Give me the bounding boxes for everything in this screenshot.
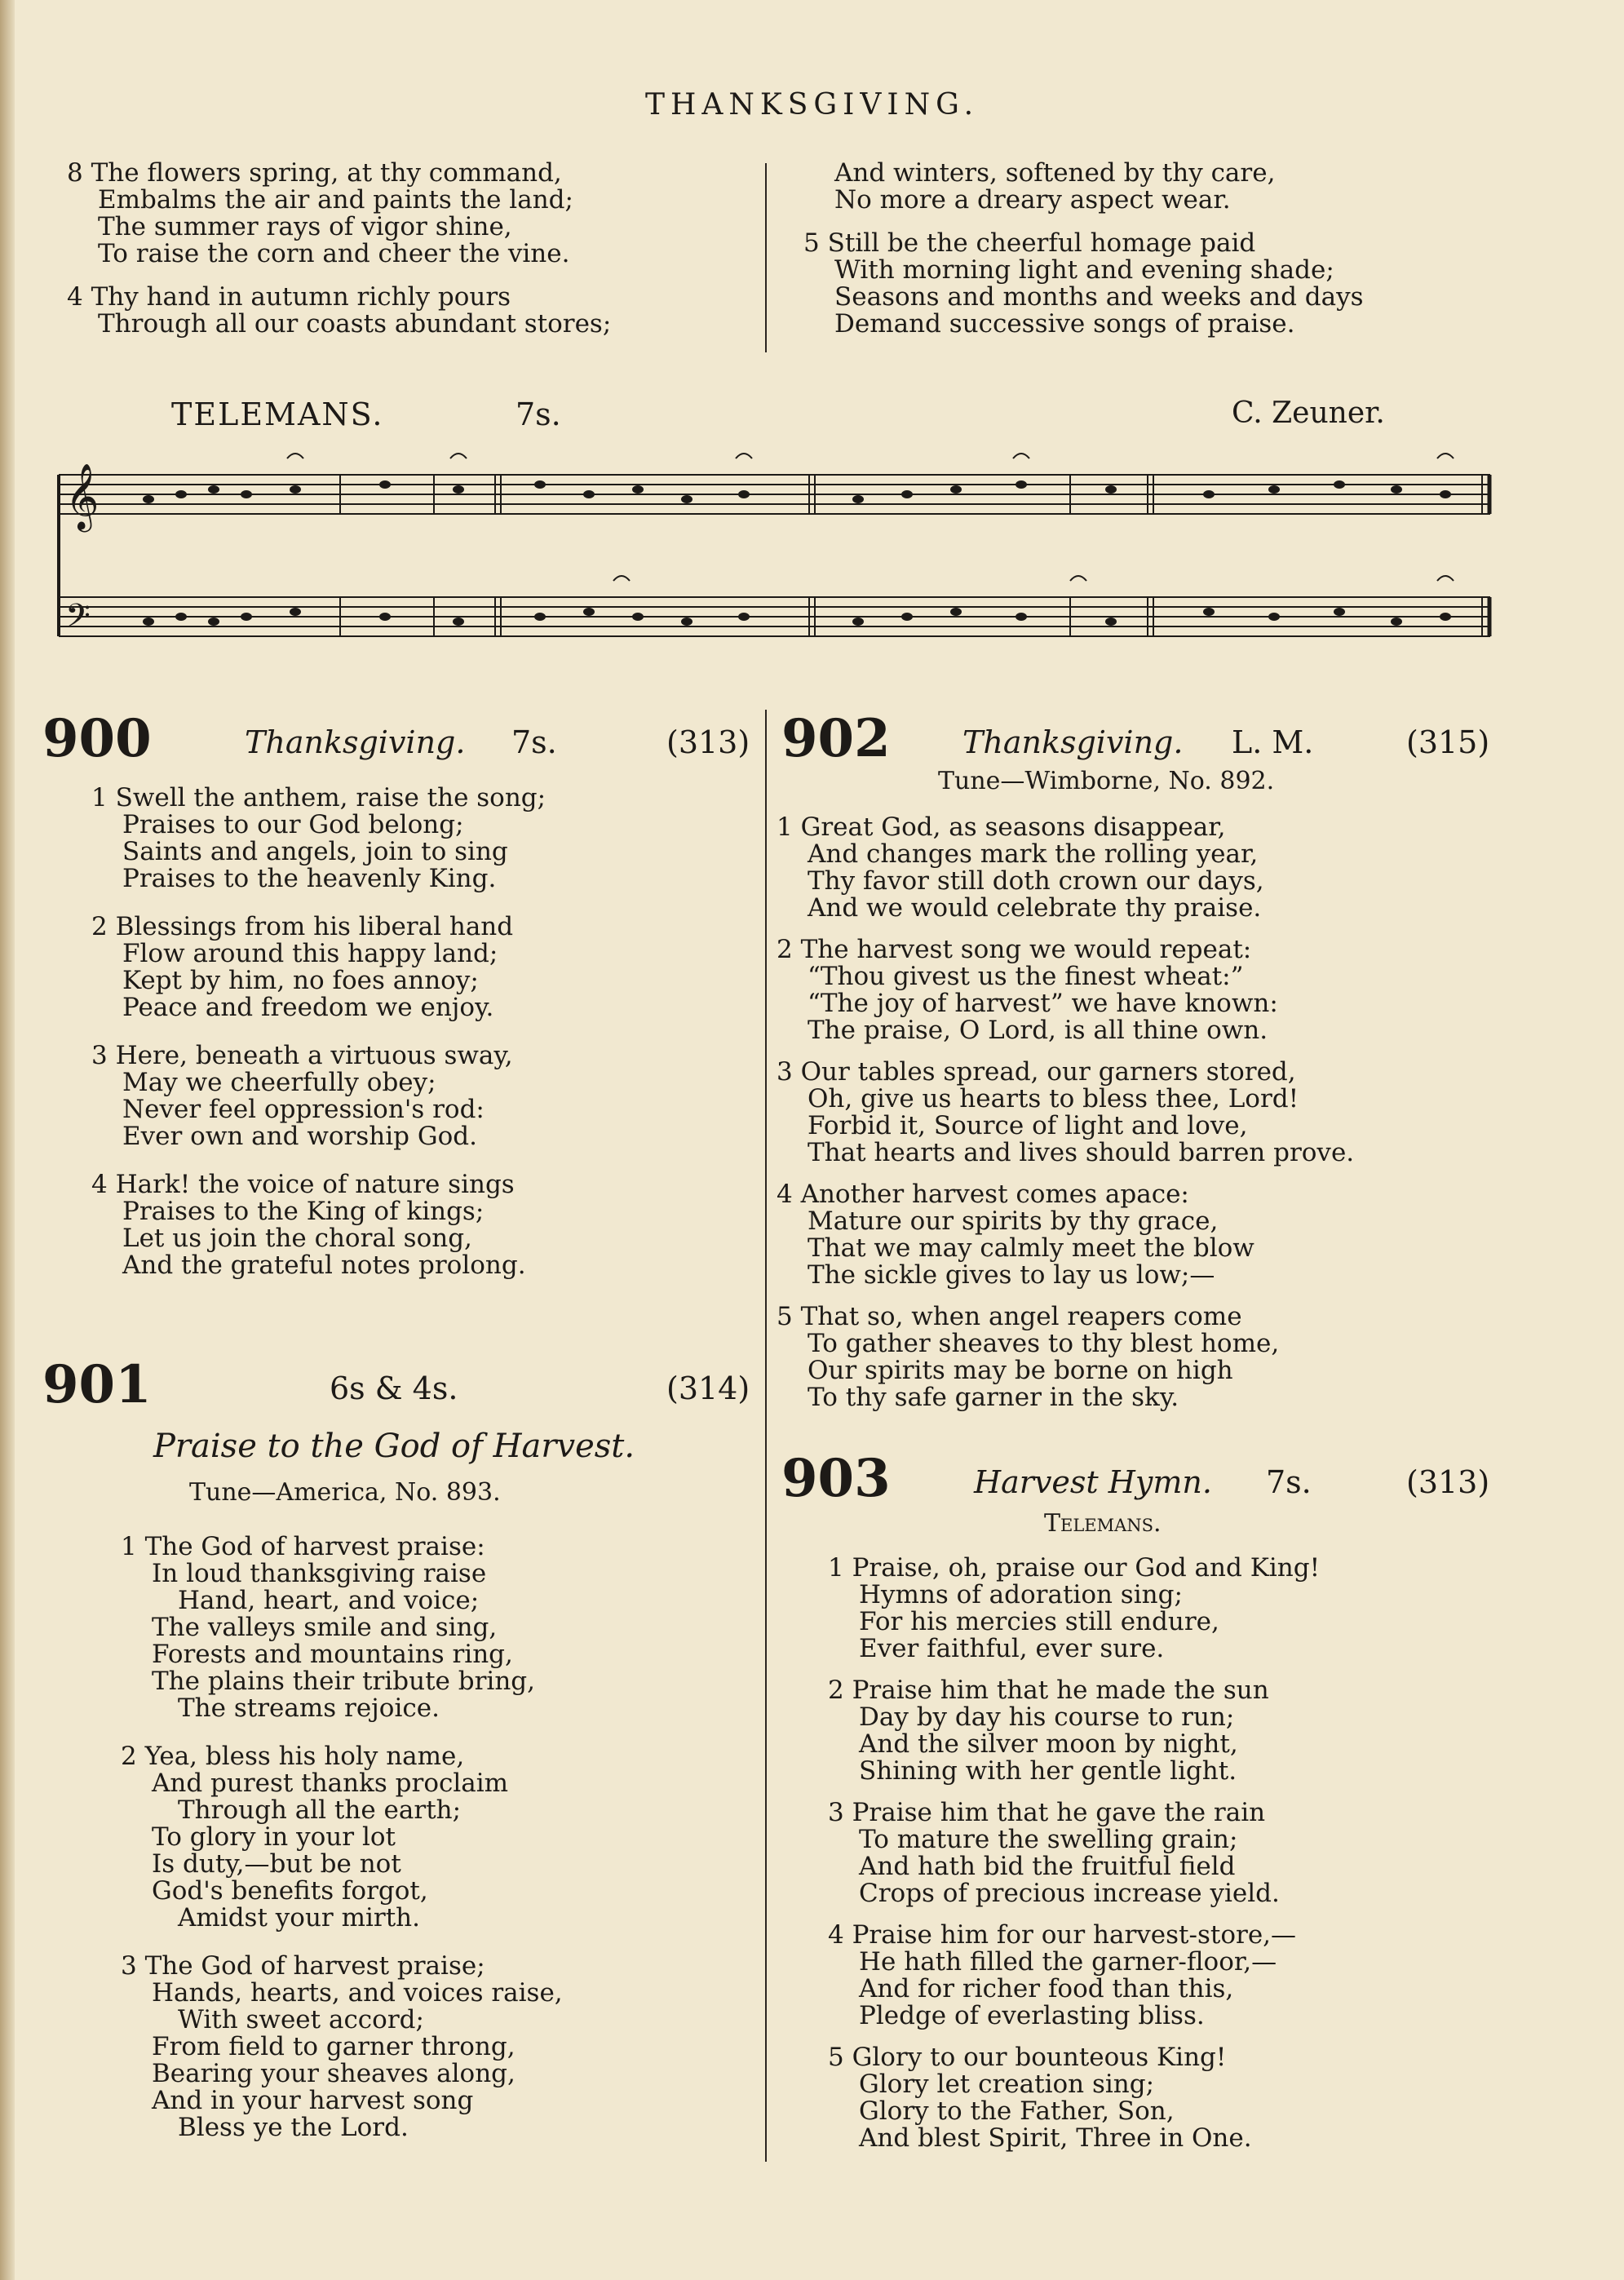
clefs bbox=[65, 463, 99, 643]
verse-line: 5 Still be the cheerful homage paid bbox=[803, 228, 1256, 258]
hymn-902-tune: Tune—Wimborne, No. 892. bbox=[938, 767, 1275, 795]
verse-line: That hearts and lives should barren prove. bbox=[808, 1138, 1355, 1167]
stanza bbox=[91, 785, 760, 892]
hymn-901-title: Praise to the God of Harvest. bbox=[153, 1428, 635, 1465]
verse-line: Ever faithful, ever sure. bbox=[859, 1634, 1165, 1663]
verse-line: And the silver moon by night, bbox=[859, 1729, 1238, 1759]
stanza bbox=[121, 1743, 757, 1932]
verse-line: The praise, O Lord, is all thine own. bbox=[808, 1016, 1268, 1045]
verse-line: And hath bid the fruitful field bbox=[859, 1852, 1236, 1881]
verse-line: To mature the swelling grain; bbox=[859, 1825, 1238, 1854]
stanza bbox=[121, 1953, 757, 2141]
continued-verses-left bbox=[67, 160, 752, 354]
verse-line: The streams rejoice. bbox=[178, 1693, 440, 1723]
svg-text:𝄢: 𝄢 bbox=[65, 597, 91, 643]
stanza bbox=[67, 160, 752, 268]
tune-composer: C. Zeuner. bbox=[1232, 396, 1385, 430]
verse-line: From field to garner throng, bbox=[152, 2032, 516, 2061]
verse-line: With morning light and evening shade; bbox=[834, 255, 1334, 285]
verse-line: And the grateful notes prolong. bbox=[122, 1251, 526, 1280]
hymn-meter: L. M. bbox=[1232, 724, 1314, 760]
verse-line: 5 Glory to our bounteous King! bbox=[828, 2043, 1227, 2072]
verse-line: God's benefits forgot, bbox=[152, 1876, 428, 1906]
verse-line: No more a dreary aspect wear. bbox=[834, 185, 1231, 215]
verse-line: Flow around this happy land; bbox=[122, 939, 498, 968]
hymn-meter: 7s. bbox=[511, 724, 557, 760]
verse-line: To raise the corn and cheer the vine. bbox=[98, 239, 570, 268]
verse-line: Through all the earth; bbox=[178, 1795, 462, 1825]
verse-line: Mature our spirits by thy grace, bbox=[808, 1206, 1219, 1236]
verse-line: The valleys smile and sing, bbox=[152, 1613, 498, 1642]
tune-name: TELEMANS. bbox=[171, 396, 384, 432]
column-divider bbox=[765, 163, 767, 352]
note-heads bbox=[143, 480, 1451, 626]
verse-line: Crops of precious increase yield. bbox=[859, 1879, 1280, 1908]
verse-line: Forests and mountains ring, bbox=[152, 1640, 513, 1669]
verse-line: Hands, hearts, and voices raise, bbox=[152, 1978, 563, 2008]
stanza bbox=[777, 1059, 1494, 1167]
hymn-page-ref: (314) bbox=[666, 1370, 750, 1406]
verse-line: 3 Here, beneath a virtuous sway, bbox=[91, 1041, 513, 1070]
hymn-902-header bbox=[781, 708, 1499, 769]
continued-verses-right bbox=[803, 160, 1538, 354]
verse-line: 1 Great God, as seasons disappear, bbox=[777, 812, 1226, 842]
verse-line: Is duty,—but be not bbox=[152, 1849, 401, 1879]
verse-line: Embalms the air and paints the land; bbox=[98, 185, 573, 215]
stanza bbox=[121, 1534, 757, 1722]
stanza bbox=[828, 2044, 1529, 2152]
hymn-page-ref: (313) bbox=[1406, 1464, 1490, 1500]
hymn-number: 902 bbox=[781, 708, 891, 769]
verse-line: Demand successive songs of praise. bbox=[834, 309, 1295, 339]
tune-meter: 7s. bbox=[516, 396, 561, 432]
verse-line: The sickle gives to lay us low;— bbox=[808, 1260, 1215, 1290]
verse-line: With sweet accord; bbox=[178, 2005, 424, 2034]
verse-line: 1 Praise, oh, praise our God and King! bbox=[828, 1553, 1321, 1583]
verse-line: Ever own and worship God. bbox=[122, 1122, 477, 1151]
verse-line: In loud thanksgiving raise bbox=[152, 1559, 487, 1588]
hymn-title: Thanksgiving. bbox=[245, 724, 466, 760]
verse-line: And for richer food than this, bbox=[859, 1974, 1234, 2003]
verse-line: Forbid it, Source of light and love, bbox=[808, 1111, 1248, 1140]
hymn-number: 900 bbox=[42, 708, 152, 769]
verse-line: 2 Blessings from his liberal hand bbox=[91, 912, 514, 941]
verse-line: 2 Yea, bless his holy name, bbox=[121, 1742, 465, 1771]
hymn-903-verses bbox=[828, 1555, 1529, 2173]
stanza bbox=[828, 1800, 1529, 1907]
hymn-number: 901 bbox=[42, 1354, 152, 1415]
hymn-page-ref: (313) bbox=[666, 724, 750, 760]
hymn-number: 903 bbox=[781, 1448, 891, 1509]
stanza bbox=[828, 1922, 1529, 2030]
verse-line: He hath filled the garner-floor,— bbox=[859, 1947, 1277, 1977]
verse-line: And changes mark the rolling year, bbox=[808, 839, 1259, 869]
verse-line: 4 Another harvest comes apace: bbox=[777, 1180, 1189, 1209]
hymn-903-tune: Telemans. bbox=[1044, 1509, 1162, 1538]
verse-line: Praises to the King of kings; bbox=[122, 1197, 485, 1226]
verse-line: Hymns of adoration sing; bbox=[859, 1580, 1183, 1609]
stanza bbox=[777, 1304, 1494, 1411]
verse-line: Praises to the heavenly King. bbox=[122, 864, 497, 893]
verse-line: The plains their tribute bring, bbox=[152, 1667, 535, 1696]
stanza bbox=[67, 284, 752, 338]
verse-line: Oh, give us hearts to bless thee, Lord! bbox=[808, 1084, 1299, 1113]
stanza bbox=[91, 1171, 760, 1279]
hymn-903-header bbox=[781, 1448, 1499, 1509]
stanza bbox=[828, 1555, 1529, 1662]
hymn-page-ref: (315) bbox=[1406, 724, 1490, 760]
verse-line: And in your harvest song bbox=[152, 2086, 474, 2115]
verse-line: That we may calmly meet the blow bbox=[808, 1233, 1255, 1263]
hymn-901-tune: Tune—America, No. 893. bbox=[189, 1478, 501, 1507]
verse-line: Bless ye the Lord. bbox=[178, 2113, 409, 2142]
verse-line: 4 Thy hand in autumn richly pours bbox=[67, 282, 511, 312]
verse-line: 4 Hark! the voice of nature sings bbox=[91, 1170, 515, 1199]
verse-line: 3 Praise him that he gave the rain bbox=[828, 1798, 1266, 1827]
verse-line: 1 The God of harvest praise: bbox=[121, 1532, 485, 1561]
book-spine-shadow bbox=[0, 0, 15, 2280]
verse-line: Hand, heart, and voice; bbox=[178, 1586, 480, 1615]
verse-line: The summer rays of vigor shine, bbox=[98, 212, 512, 241]
stanza bbox=[777, 936, 1494, 1044]
running-title: THANKSGIVING. bbox=[644, 88, 980, 122]
hymn-901-verses bbox=[121, 1534, 757, 2163]
hymn-meter: 6s & 4s. bbox=[330, 1370, 458, 1406]
verse-line: Pledge of everlasting bliss. bbox=[859, 2001, 1205, 2030]
verse-line: 5 That so, when angel reapers come bbox=[777, 1302, 1242, 1331]
svg-text:𝄞: 𝄞 bbox=[65, 463, 100, 529]
stanza bbox=[828, 1677, 1529, 1785]
verse-line: “The joy of harvest” we have known: bbox=[808, 989, 1278, 1018]
verse-line: Seasons and months and weeks and days bbox=[834, 282, 1364, 312]
verse-line: 8 The flowers spring, at thy command, bbox=[67, 158, 562, 188]
verse-line: Let us join the choral song, bbox=[122, 1224, 472, 1253]
stanza bbox=[91, 914, 760, 1021]
verse-line: “Thou givest us the finest wheat:” bbox=[808, 962, 1244, 991]
verse-line: And blest Spirit, Three in One. bbox=[859, 2123, 1252, 2153]
verse-line: Peace and freedom we enjoy. bbox=[122, 993, 494, 1022]
hymn-meter: 7s. bbox=[1266, 1464, 1312, 1500]
verse-line: Never feel oppression's rod: bbox=[122, 1095, 485, 1124]
hymn-902-verses bbox=[777, 814, 1494, 1432]
stanza bbox=[803, 160, 1538, 214]
fermatas bbox=[287, 454, 1454, 581]
verse-line: Praises to our God belong; bbox=[122, 810, 464, 839]
verse-line: Kept by him, no foes annoy; bbox=[122, 966, 479, 995]
column-divider bbox=[765, 710, 767, 2162]
verse-line: Glory let creation sing; bbox=[859, 2070, 1155, 2099]
verse-line: Our spirits may be borne on high bbox=[808, 1356, 1233, 1385]
verse-line: 4 Praise him for our harvest-store,— bbox=[828, 1920, 1297, 1950]
verse-line: Saints and angels, join to sing bbox=[122, 837, 508, 866]
verse-line: And we would celebrate thy praise. bbox=[808, 893, 1262, 923]
stanza bbox=[777, 814, 1494, 922]
verse-line: 2 The harvest song we would repeat: bbox=[777, 935, 1252, 964]
hymn-title: Thanksgiving. bbox=[962, 724, 1184, 760]
verse-line: To glory in your lot bbox=[152, 1822, 396, 1852]
verse-line: For his mercies still endure, bbox=[859, 1607, 1219, 1636]
music-score bbox=[51, 441, 1502, 689]
barlines bbox=[340, 475, 1489, 636]
verse-line: 3 Our tables spread, our garners stored, bbox=[777, 1057, 1296, 1087]
verse-line: And winters, softened by thy care, bbox=[834, 158, 1276, 188]
verse-line: 3 The God of harvest praise; bbox=[121, 1951, 485, 1981]
verse-line: May we cheerfully obey; bbox=[122, 1068, 436, 1097]
hymn-900-verses bbox=[91, 785, 760, 1300]
verse-line: To gather sheaves to thy blest home, bbox=[808, 1329, 1280, 1358]
hymn-title: Harvest Hymn. bbox=[974, 1464, 1212, 1500]
verse-line: Shining with her gentle light. bbox=[859, 1756, 1237, 1786]
stanza bbox=[777, 1181, 1494, 1289]
verse-line: 2 Praise him that he made the sun bbox=[828, 1676, 1269, 1705]
stanza bbox=[803, 230, 1538, 338]
hymn-901-header bbox=[42, 1354, 752, 1415]
verse-line: And purest thanks proclaim bbox=[152, 1769, 509, 1798]
verse-line: Thy favor still doth crown our days, bbox=[808, 866, 1264, 896]
stanza bbox=[91, 1043, 760, 1150]
treble-staff bbox=[59, 475, 1490, 514]
verse-line: Glory to the Father, Son, bbox=[859, 2096, 1175, 2126]
verse-line: Day by day his course to run; bbox=[859, 1702, 1235, 1732]
hymn-900-header bbox=[42, 708, 752, 769]
verse-line: 1 Swell the anthem, raise the song; bbox=[91, 783, 546, 812]
verse-line: Amidst your mirth. bbox=[178, 1903, 420, 1932]
verse-line: To thy safe garner in the sky. bbox=[808, 1383, 1179, 1412]
verse-line: Bearing your sheaves along, bbox=[152, 2059, 516, 2088]
verse-line: Through all our coasts abundant stores; bbox=[98, 309, 612, 339]
